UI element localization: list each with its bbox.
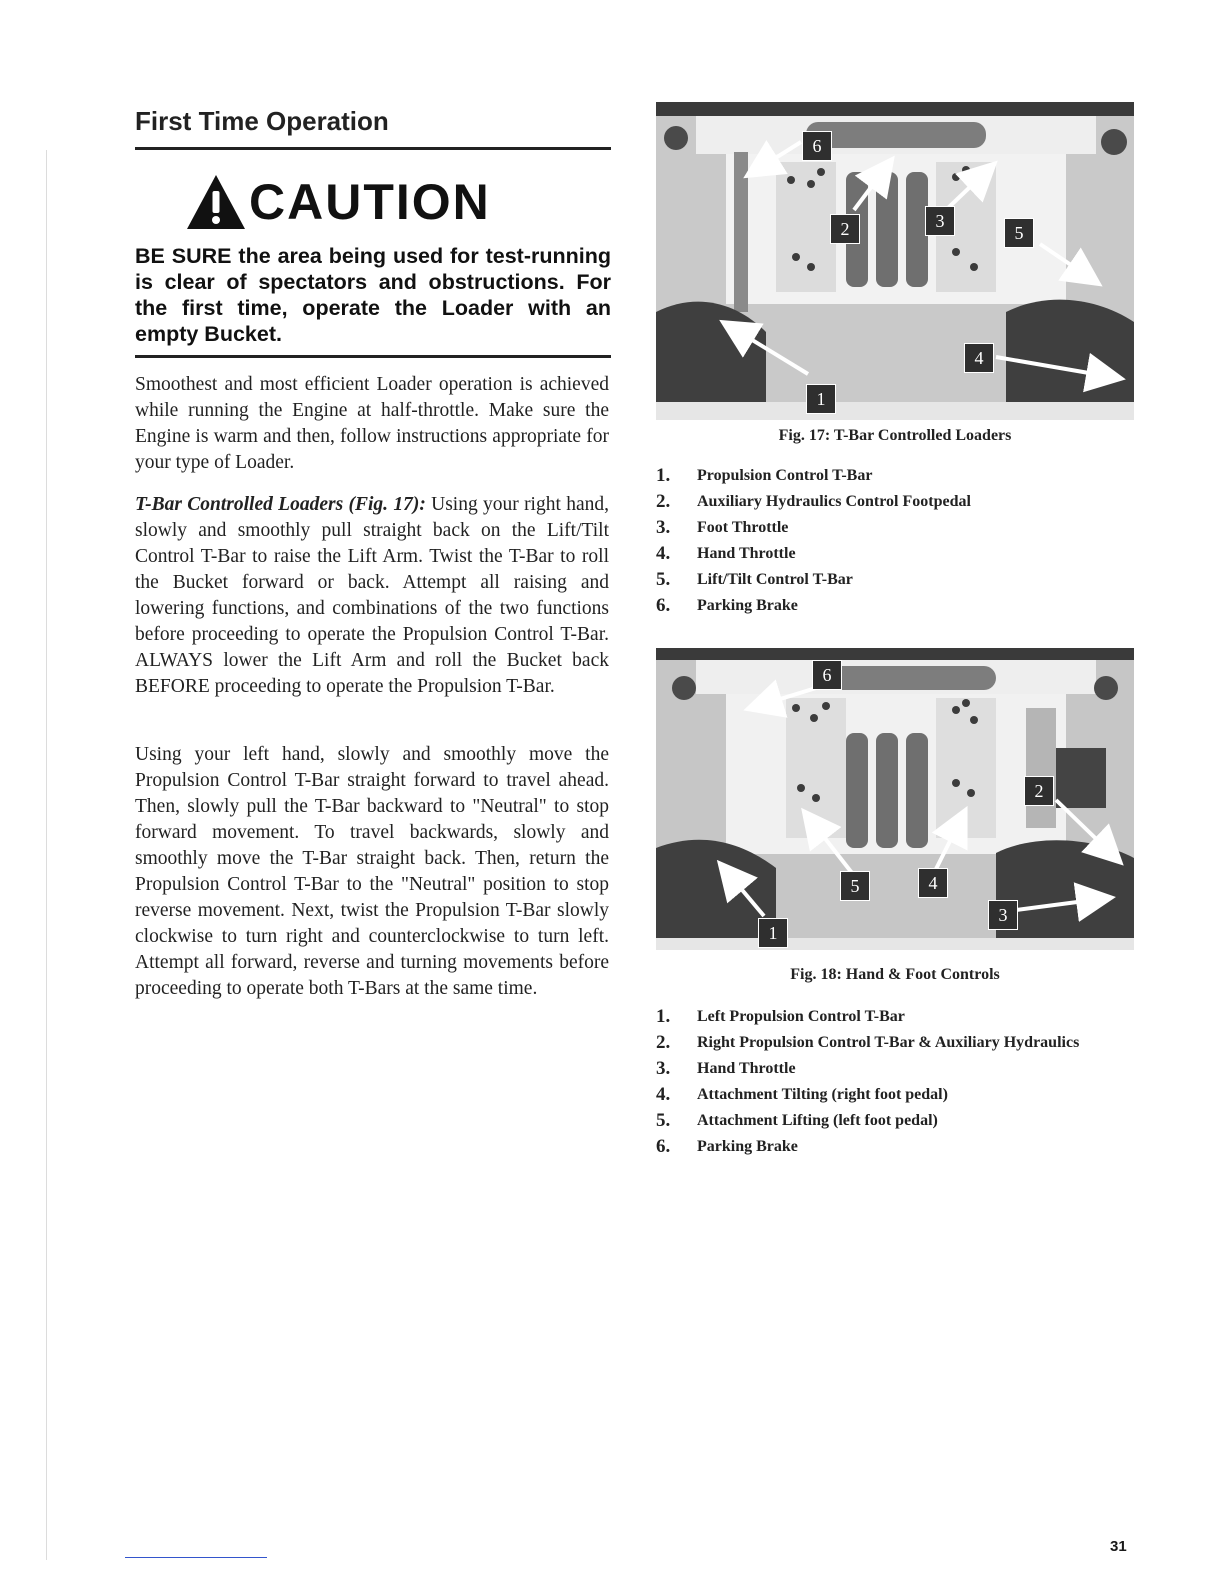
list-item: 1. Left Propulsion Control T-Bar [656,1006,905,1027]
fig17-marker: 3 [925,206,955,236]
page-number: 31 [1110,1538,1127,1555]
caution-header [185,172,491,232]
fig18-marker: 3 [988,900,1018,930]
list-item: 4. Hand Throttle [656,543,796,564]
fig18-marker: 5 [840,871,870,901]
section-title: First Time Operation [135,106,389,136]
intro-paragraph: Smoothest and most efficient Loader operation is achieved while running the Engine at half-throttle. Make sure the Engine is warm and then, follow instructions appropriate for your type of Loader. [135,374,609,473]
fig17-caption: Fig. 17: T-Bar Controlled Loaders [778,427,1012,444]
list-item: 3. Foot Throttle [656,517,789,538]
title-rule [135,147,611,150]
footer-line [125,1557,267,1558]
propulsion-paragraph: Using your left hand, slowly and smoothly move the Propulsion Control T-Bar straight forward to travel ahead. Then, slowly pull the T-Bar backward to "Neutral" to stop forward movement. To travel backwards, slowly and smoothly move the T-Bar straight back. Then, return the Propulsion Control T-Bar to the "Neutral" position to stop reverse movement. Next, twist the Propulsion T-Bar slowly clockwise to turn right and counterclockwise to turn left. Attempt all forward, reverse and turning movements before proceeding to operate both T-Bars at the same time. [135,744,609,999]
fig17-drawing [656,102,1134,420]
tbar-text: Using your right hand, slowly and smoothly pull straight back on the Lift/Tilt Control T-Bar to raise the Lift Arm. Twist the T-Bar to roll the Bucket forward or back. Attempt all raising and lowering functions, and combinations of the two functions before proceeding to operate the Propulsion Control T-Bar. ALWAYS lower the Lift Arm and roll the Bucket back BEFORE proceeding to operate the Propulsion T-Bar. [135,494,609,697]
fig17-photo [656,102,1134,420]
fig17-marker: 5 [1004,218,1034,248]
list-item: 5. Lift/Tilt Control T-Bar [656,569,853,590]
list-item: 2. Auxiliary Hydraulics Control Footpedal [656,491,971,512]
fig17-marker: 4 [964,343,994,373]
warning-triangle-icon [185,173,247,231]
list-item: 5. Attachment Lifting (left foot pedal) [656,1110,938,1131]
fig18-caption: Fig. 18: Hand & Foot Controls [790,966,1000,983]
list-item: 1. Propulsion Control T-Bar [656,465,873,486]
fig17-marker: 1 [806,384,836,414]
fig17-legend [656,463,1136,619]
tbar-paragraph [135,492,609,700]
list-item: 2. Right Propulsion Control T-Bar & Auxiliary Hydraulics [656,1032,1080,1053]
fig18-legend [656,1004,1136,1160]
fig18-drawing [656,648,1134,950]
list-item: 6. Parking Brake [656,595,798,616]
tbar-lead: T-Bar Controlled Loaders (Fig. 17): [135,494,426,515]
fig18-marker: 2 [1024,776,1054,806]
fig18-marker: 1 [758,918,788,948]
list-item: 4. Attachment Tilting (right foot pedal) [656,1084,948,1105]
list-item: 3. Hand Throttle [656,1058,796,1079]
margin-line [46,150,47,1560]
fig17-marker: 2 [830,214,860,244]
fig18-photo [656,648,1134,950]
caution-text: BE SURE the area being used for test-running is clear of spectators and obstructions. For the first time, operate the Loader with an empty Bucket. [135,244,611,346]
caution-word: CAUTION [249,174,491,230]
list-item: 6. Parking Brake [656,1136,798,1157]
fig17-marker: 6 [802,131,832,161]
caution-rule [135,355,611,358]
fig18-marker: 4 [918,868,948,898]
fig18-marker: 6 [812,660,842,690]
